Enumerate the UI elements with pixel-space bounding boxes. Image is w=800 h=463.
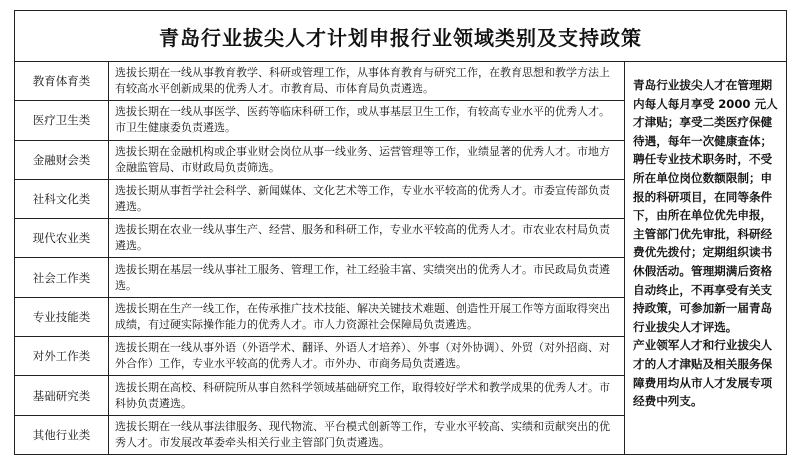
category-cell: 金融财会类: [15, 141, 109, 180]
category-cell: 社科文化类: [15, 180, 109, 219]
description-cell: 选拔长期在金融机构或企事业财会岗位从事一线业务、运营管理等工作，业绩显著的优秀人才。市地方金融监管局、市财政局负责筛选。: [109, 141, 625, 180]
description-cell: 选拔长期在一线从事法律服务、现代物流、平台模式创新等工作，专业水平较高、实绩和贡献突出的优秀人才。市发展改革委牵头相关行业主管部门负责遴选。: [109, 416, 625, 455]
description-column: [109, 62, 625, 455]
policy-paragraph: 青岛行业拔尖人才在管理期内每人每月享受 2000 元人才津贴；享受二类医疗保健待遇，每年一次健康查体；聘任专业技术职务时，不受所在单位岗位数额限制；申报的科研项目，在同等条件下，由所在单位优先申报，主管部门优先审批，科研经费优先拨付；定期组织读书休假活动。管理期满后资格自动终止，不再享受有关支持政策，可参加新一届青岛行业拔尖人才评选。: [633, 78, 778, 334]
category-column: [15, 62, 109, 455]
category-cell: 基础研究类: [15, 376, 109, 415]
category-cell: 现代农业类: [15, 219, 109, 258]
category-cell: 医疗卫生类: [15, 101, 109, 140]
category-cell: 对外工作类: [15, 337, 109, 376]
category-cell: 社会工作类: [15, 258, 109, 297]
description-cell: 选拔长期在生产一线工作，在传承推广技术技能、解决关键技术难题、创造性开展工作等方面取得突出成绩，有过硬实际操作能力的优秀人才。市人力资源社会保障局负责遴选。: [109, 298, 625, 337]
description-cell: 选拔长期在高校、科研院所从事自然科学领域基础研究工作，取得较好学术和教学成果的优秀人才。市科协负责遴选。: [109, 376, 625, 415]
description-cell: 选拔长期在一线从事教育教学、科研或管理工作，从事体育教育与研究工作，在教育思想和教学方法上有较高水平创新成果的优秀人才。市教育局、市体育局负责遴选。: [109, 62, 625, 101]
policy-paragraph: 产业领军人才和行业拔尖人才的人才津贴及相关服务保障费用均从市人才发展专项经费中列支。: [633, 338, 773, 409]
support-policy-cell: [625, 62, 788, 455]
document-title: 青岛行业拔尖人才计划申报行业领域类别及支持政策: [159, 25, 642, 50]
title-row: [14, 10, 787, 62]
description-cell: 选拔长期在一线从事医学、医药等临床科研工作，或从事基层卫生工作，有较高专业水平的优秀人才。市卫生健康委负责遴选。: [109, 101, 625, 140]
description-cell: 选拔长期在农业一线从事生产、经营、服务和科研工作，专业水平较高的优秀人才。市农业农村局负责遴选。: [109, 219, 625, 258]
description-cell: 选拔长期从事哲学社会科学、新闻媒体、文化艺术等工作，专业水平较高的优秀人才。市委宣传部负责遴选。: [109, 180, 625, 219]
category-cell: 专业技能类: [15, 298, 109, 337]
category-cell: 教育体育类: [15, 62, 109, 101]
description-cell: 选拔长期在一线从事外语（外语学术、翻译、外语人才培养）、外事（对外协调）、外贸（对外招商、对外合作）工作，专业水平较高的优秀人才。市外办、市商务局负责遴选。: [109, 337, 625, 376]
policy-table: [14, 62, 787, 455]
category-cell: 其他行业类: [15, 416, 109, 455]
description-cell: 选拔长期在基层一线从事社工服务、管理工作，社工经验丰富、实绩突出的优秀人才。市民政局负责遴选。: [109, 258, 625, 297]
